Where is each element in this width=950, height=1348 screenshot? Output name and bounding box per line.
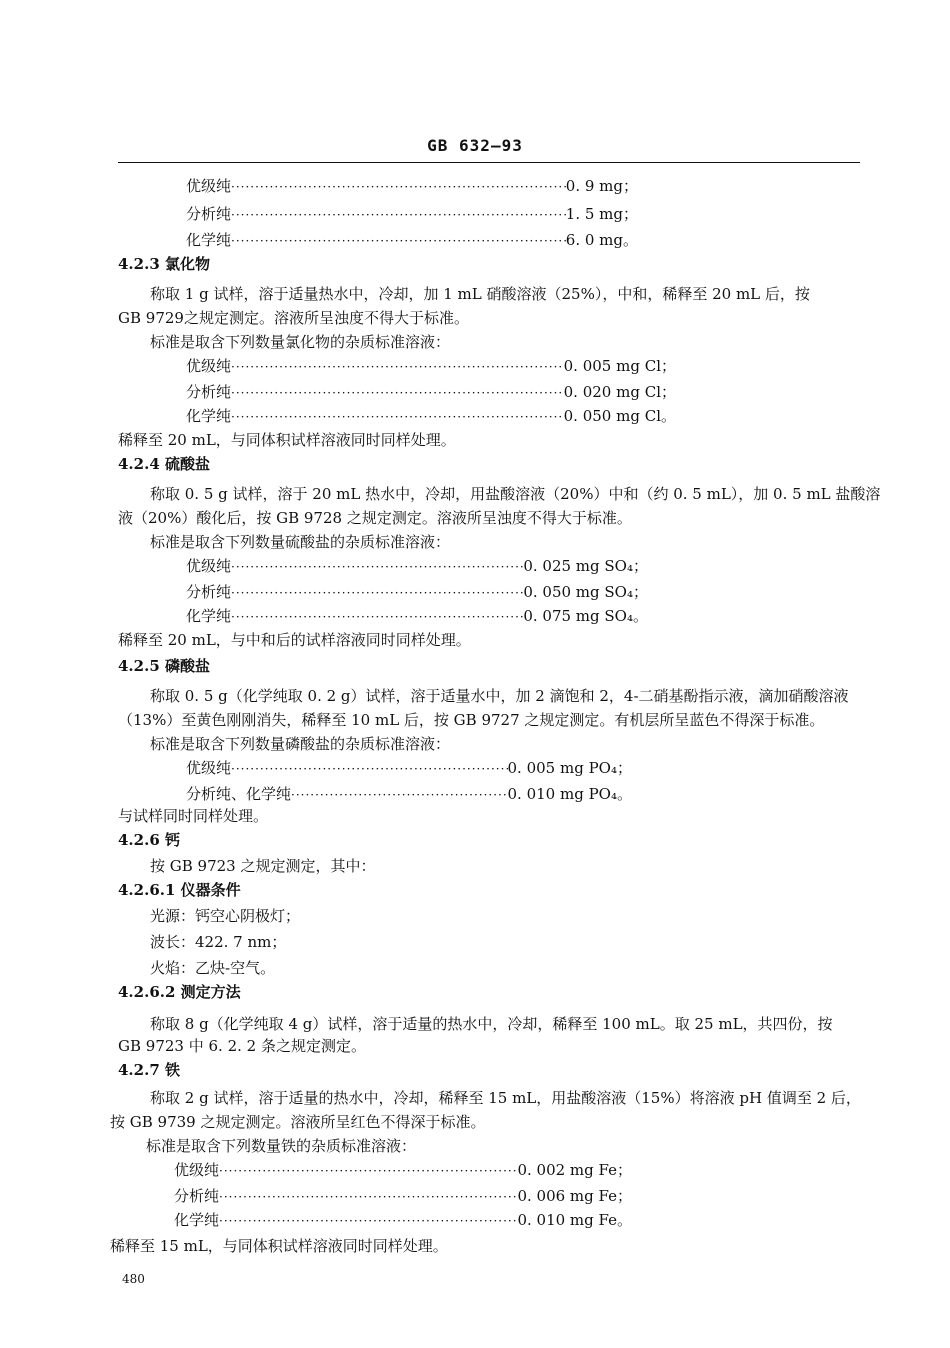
spec-label: 分析纯、化学纯: [186, 785, 292, 803]
paragraph: 标准是取含下列数量硫酸盐的杂质标准溶液：: [150, 533, 451, 551]
paragraph: 火焰：乙炔-空气。: [150, 959, 276, 977]
leader-dots: [231, 759, 508, 779]
spec-label: 分析纯: [186, 583, 232, 601]
page-number: 480: [122, 1272, 145, 1286]
paragraph: 稀释至 20 mL，与中和后的试样溶液同时同样处理。: [118, 631, 471, 649]
spec-label: 优级纯: [186, 357, 232, 375]
leader-dots: [231, 607, 523, 627]
leader-dots: [219, 1211, 517, 1231]
spec-label: 化学纯: [174, 1211, 220, 1229]
spec-line: [186, 606, 648, 627]
spec-value: 6. 0 mg。: [565, 231, 638, 249]
spec-line: [186, 356, 676, 377]
spec-value: 0. 025 mg SO₄；: [523, 557, 648, 575]
section-heading: 4.2.3 氯化物: [118, 255, 210, 273]
spec-line: [186, 582, 648, 603]
paragraph: 称取 0. 5 g（化学纯取 0. 2 g）试样，溶于适量水中，加 2 滴饱和 2，4-二硝基酚指示液，滴加硝酸溶液: [150, 687, 849, 705]
paragraph: 波长：422. 7 nm；: [150, 933, 287, 951]
spec-label: 分析纯: [186, 383, 232, 401]
spec-value: 0. 010 mg Fe。: [517, 1211, 632, 1229]
spec-label: 优级纯: [186, 177, 232, 195]
spec-line: [186, 784, 632, 805]
spec-value: 1. 5 mg；: [565, 205, 638, 223]
leader-dots: [291, 785, 508, 805]
spec-value: 0. 020 mg Cl；: [563, 383, 676, 401]
page-header: GB 632—93: [427, 136, 523, 155]
spec-label: 化学纯: [186, 607, 232, 625]
leader-dots: [231, 205, 566, 225]
spec-label: 化学纯: [186, 231, 232, 249]
spec-line: [186, 230, 638, 251]
spec-line: [186, 758, 632, 779]
spec-label: 优级纯: [174, 1161, 220, 1179]
spec-value: 0. 075 mg SO₄。: [523, 607, 648, 625]
paragraph: GB 9723 中 6. 2. 2 条之规定测定。: [118, 1037, 366, 1055]
paragraph: 稀释至 20 mL，与同体积试样溶液同时同样处理。: [118, 431, 456, 449]
paragraph: 稀释至 15 mL，与同体积试样溶液同时同样处理。: [110, 1237, 448, 1255]
spec-label: 优级纯: [186, 759, 232, 777]
paragraph: 称取 1 g 试样，溶于适量热水中，冷却，加 1 mL 硝酸溶液（25%），中和，稀释至 20 mL 后，按: [150, 285, 810, 303]
section-heading: 4.2.5 磷酸盐: [118, 657, 210, 675]
spec-value: 0. 002 mg Fe；: [517, 1161, 632, 1179]
paragraph: 称取 2 g 试样，溶于适量的热水中，冷却，稀释至 15 mL，用盐酸溶液（15%）将溶液 pH 值调至 2 后，: [150, 1089, 861, 1107]
paragraph: GB 9729之规定测定。溶液所呈浊度不得大于标准。: [118, 309, 469, 327]
subsection-heading: 4.2.6.1 仪器条件: [118, 881, 241, 899]
paragraph: 标准是取含下列数量氯化物的杂质标准溶液：: [150, 333, 451, 351]
spec-label: 分析纯: [186, 205, 232, 223]
spec-line: [174, 1210, 632, 1231]
spec-line: [186, 204, 638, 225]
spec-line: [186, 382, 676, 403]
spec-line: [186, 176, 638, 197]
leader-dots: [231, 557, 523, 577]
spec-value: 0. 9 mg；: [565, 177, 638, 195]
spec-label: 优级纯: [186, 557, 232, 575]
spec-value: 0. 010 mg PO₄。: [507, 785, 632, 803]
spec-value: 0. 006 mg Fe；: [517, 1187, 632, 1205]
leader-dots: [231, 357, 564, 377]
paragraph: 与试样同时同样处理。: [118, 807, 269, 825]
paragraph: （13%）至黄色刚刚消失，稀释至 10 mL 后，按 GB 9727 之规定测定。有机层所呈蓝色不得深于标准。: [118, 711, 825, 729]
section-heading: 4.2.7 铁: [118, 1061, 180, 1079]
paragraph: 称取 8 g（化学纯取 4 g）试样，溶于适量的热水中，冷却，稀释至 100 mL。取 25 mL，共四份，按: [150, 1015, 833, 1033]
leader-dots: [231, 583, 523, 603]
spec-line: [174, 1160, 632, 1181]
spec-label: 分析纯: [174, 1187, 220, 1205]
leader-dots: [231, 177, 566, 197]
paragraph: 按 GB 9739 之规定测定。溶液所呈红色不得深于标准。: [110, 1113, 486, 1131]
leader-dots: [231, 383, 564, 403]
spec-line: [186, 556, 648, 577]
leader-dots: [231, 407, 564, 427]
spec-value: 0. 005 mg Cl；: [563, 357, 676, 375]
leader-dots: [231, 231, 566, 251]
paragraph: 标准是取含下列数量铁的杂质标准溶液：: [146, 1137, 417, 1155]
spec-line: [174, 1186, 632, 1207]
paragraph: 液（20%）酸化后，按 GB 9728 之规定测定。溶液所呈浊度不得大于标准。: [118, 509, 632, 527]
leader-dots: [219, 1161, 517, 1181]
paragraph: 光源：钙空心阴极灯；: [150, 907, 301, 925]
subsection-heading: 4.2.6.2 测定方法: [118, 983, 241, 1001]
spec-value: 0. 050 mg Cl。: [563, 407, 676, 425]
leader-dots: [219, 1187, 517, 1207]
spec-value: 0. 005 mg PO₄；: [507, 759, 632, 777]
spec-label: 化学纯: [186, 407, 232, 425]
section-heading: 4.2.6 钙: [118, 831, 180, 849]
paragraph: 按 GB 9723 之规定测定，其中：: [150, 857, 376, 875]
section-heading: 4.2.4 硫酸盐: [118, 455, 210, 473]
spec-value: 0. 050 mg SO₄；: [523, 583, 648, 601]
paragraph: 称取 0. 5 g 试样，溶于 20 mL 热水中，冷却，用盐酸溶液（20%）中和（约 0. 5 mL），加 0. 5 mL 盐酸溶: [150, 485, 881, 503]
paragraph: 标准是取含下列数量磷酸盐的杂质标准溶液：: [150, 735, 451, 753]
spec-line: [186, 406, 676, 427]
